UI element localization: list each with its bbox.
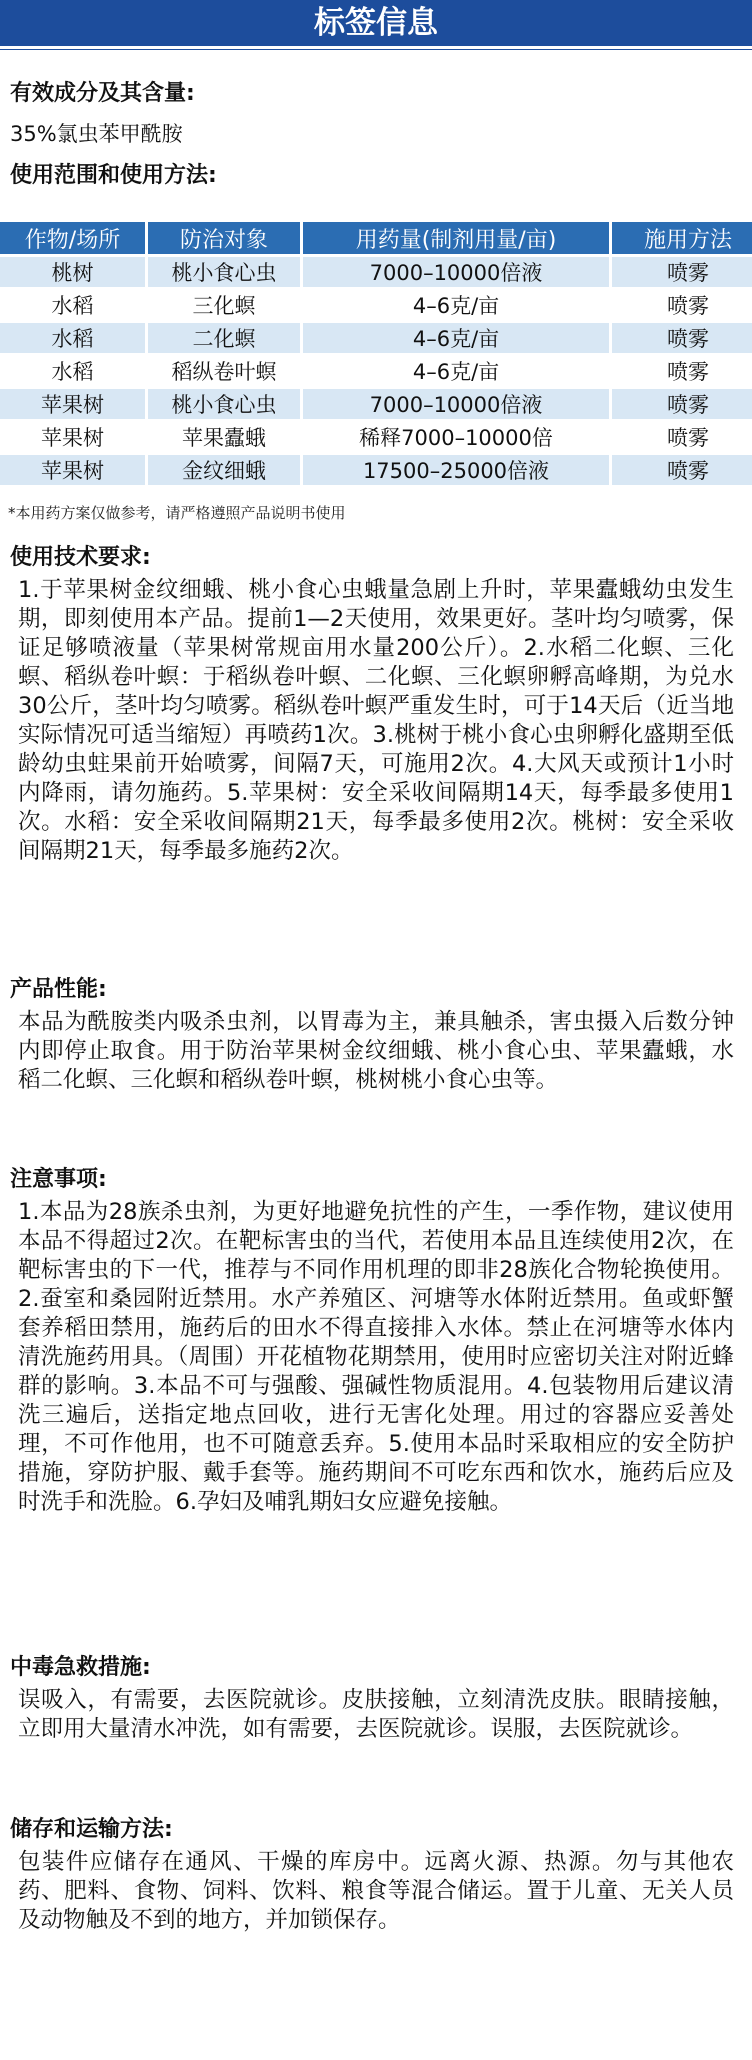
column-header-dosage: 用药量(制剂用量/亩)	[303, 222, 609, 254]
cell-crop: 苹果树	[0, 389, 145, 419]
cell-method: 喷雾	[612, 356, 752, 386]
cell-method: 喷雾	[612, 389, 752, 419]
usage-table-header-row	[0, 222, 752, 254]
cell-crop: 桃树	[0, 257, 145, 287]
performance-text: 本品为酰胺类内吸杀虫剂，以胃毒为主，兼具触杀，害虫摄入后数分钟内即停止取食。用于防治苹果树金纹细蛾、桃小食心虫、苹果蠹蛾，水稻二化螟、三化螟和稻纵卷叶螟，桃树桃小食心虫等。	[18, 1009, 734, 1093]
first-aid-text: 误吸入，有需要，去医院就诊。皮肤接触，立刻清洗皮肤。眼睛接触，立即用大量清水冲洗，如有需要，去医院就诊。误服，去医院就诊。	[18, 1687, 734, 1742]
storage-heading: 储存和运输方法:	[10, 1817, 173, 1842]
technical-text: 1.于苹果树金纹细蛾、桃小食心虫蛾量急剧上升时，苹果蠹蛾幼虫发生期，即刻使用本产品。提前1—2天使用，效果更好。茎叶均匀喷雾，保证足够喷液量（苹果树常规亩用水量200公斤）。2.水稻二化螟、三化螟、稻纵卷叶螟：于稻纵卷叶螟、二化螟、三化螟卵孵高峰期，为兑水30公斤，茎叶均匀喷雾。稻纵卷叶螟严重发生时，可于14天后（近当地实际情况可适当缩短）再喷药1次。3.桃树于桃小食心虫卵孵化盛期至低龄幼虫蛀果前开始喷雾，间隔7天，可施用2次。4.大风天或预计1小时内降雨，请勿施药。5.苹果树：安全采收间隔期14天，每季最多使用1次。水稻：安全采收间隔期21天，每季最多使用2次。桃树：安全采收间隔期21天，每季最多施药2次。	[18, 577, 734, 864]
cell-method: 喷雾	[612, 323, 752, 353]
cell-target: 桃小食心虫	[148, 257, 300, 287]
active-ingredient-heading: 有效成分及其含量:	[10, 81, 195, 106]
cell-target: 苹果蠹蛾	[148, 422, 300, 452]
cell-dosage: 4–6克/亩	[303, 323, 609, 353]
first-aid-heading: 中毒急救措施:	[10, 1655, 151, 1680]
usage-table	[0, 219, 752, 488]
column-header-crop: 作物/场所	[0, 222, 145, 254]
table-row	[0, 257, 752, 287]
cell-target: 稻纵卷叶螟	[148, 356, 300, 386]
cell-method: 喷雾	[612, 455, 752, 485]
label-info-header	[0, 0, 752, 50]
performance-heading: 产品性能:	[10, 977, 107, 1002]
cell-method: 喷雾	[612, 422, 752, 452]
cell-dosage: 7000–10000倍液	[303, 389, 609, 419]
column-header-target: 防治对象	[148, 222, 300, 254]
usage-footnote: *本用药方案仅做参考，请严格遵照产品说明书使用	[8, 504, 346, 522]
cell-target: 二化螟	[148, 323, 300, 353]
cell-method: 喷雾	[612, 290, 752, 320]
cell-crop: 苹果树	[0, 455, 145, 485]
precautions-text: 1.本品为28族杀虫剂，为更好地避免抗性的产生，一季作物，建议使用本品不得超过2次。在靶标害虫的当代，若使用本品且连续使用2次，在靶标害虫的下一代，推荐与不同作用机理的即非28族化合物轮换使用。2.蚕室和桑园附近禁用。水产养殖区、河塘等水体附近禁用。鱼或虾蟹套养稻田禁用，施药后的田水不得直接排入水体。禁止在河塘等水体内清洗施药用具。（周围）开花植物花期禁用，使用时应密切关注对附近蜂群的影响。3.本品不可与强酸、强碱性物质混用。4.包装物用后建议清洗三遍后，送指定地点回收，进行无害化处理。用过的容器应妥善处理，不可作他用，也不可随意丢弃。5.使用本品时采取相应的安全防护措施，穿防护服、戴手套等。施药期间不可吃东西和饮水，施药后应及时洗手和洗脸。6.孕妇及哺乳期妇女应避免接触。	[18, 1199, 734, 1515]
header-divider	[0, 46, 752, 49]
table-row	[0, 323, 752, 353]
cell-target: 金纹细蛾	[148, 455, 300, 485]
cell-dosage: 稀释7000–10000倍	[303, 422, 609, 452]
cell-crop: 水稻	[0, 356, 145, 386]
cell-crop: 水稻	[0, 290, 145, 320]
column-header-method: 施用方法	[612, 222, 752, 254]
cell-dosage: 4–6克/亩	[303, 356, 609, 386]
active-ingredient-value: 35%氯虫苯甲酰胺	[10, 122, 183, 146]
usage-heading: 使用范围和使用方法:	[10, 163, 217, 188]
header-title: 标签信息	[314, 5, 438, 41]
storage-text: 包装件应储存在通风、干燥的库房中。远离火源、热源。勿与其他农药、肥料、食物、饲料、饮料、粮食等混合储运。置于儿童、无关人员及动物触及不到的地方，并加锁保存。	[18, 1849, 734, 1933]
cell-dosage: 7000–10000倍液	[303, 257, 609, 287]
cell-dosage: 17500–25000倍液	[303, 455, 609, 485]
cell-method: 喷雾	[612, 257, 752, 287]
cell-target: 桃小食心虫	[148, 389, 300, 419]
precautions-heading: 注意事项:	[10, 1167, 107, 1192]
table-row	[0, 290, 752, 320]
table-row	[0, 422, 752, 452]
cell-crop: 水稻	[0, 323, 145, 353]
cell-crop: 苹果树	[0, 422, 145, 452]
technical-heading: 使用技术要求:	[10, 545, 151, 570]
table-row	[0, 356, 752, 386]
table-row	[0, 389, 752, 419]
cell-target: 三化螟	[148, 290, 300, 320]
table-row	[0, 455, 752, 485]
cell-dosage: 4–6克/亩	[303, 290, 609, 320]
